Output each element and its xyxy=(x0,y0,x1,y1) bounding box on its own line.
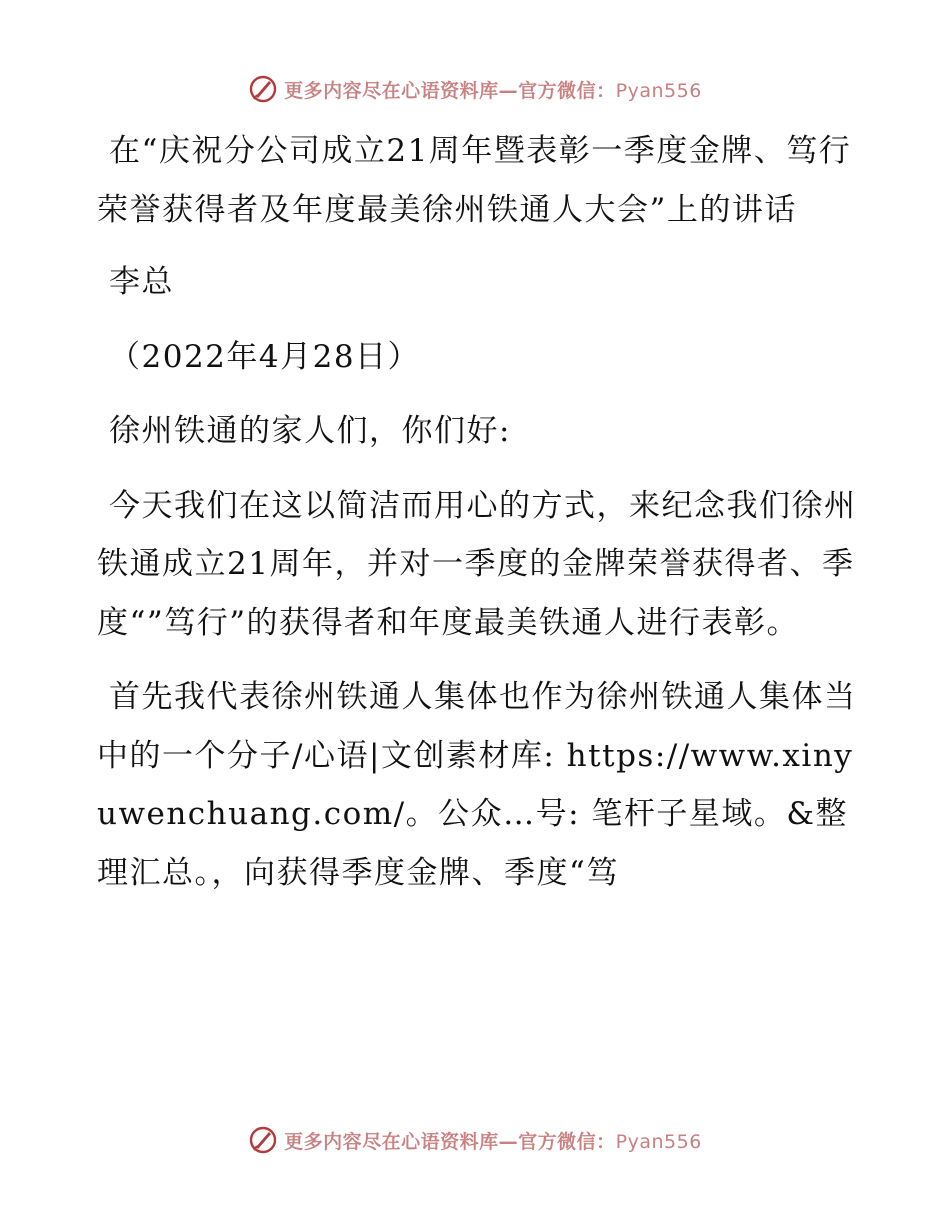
footer-banner-text: 更多内容尽在心语资料库—官方微信：Pyan556 xyxy=(284,1130,702,1153)
header-watermark-banner xyxy=(0,74,950,104)
quill-logo-icon xyxy=(248,1125,278,1155)
footer-watermark-banner xyxy=(0,1125,950,1155)
paragraph-2: 首先我代表徐州铁通人集体也作为徐州铁通人集体当中的一个分子/心语|文创素材库: https://www.xinyuwenchuang.com/。公众…号: 笔杆子星域。&整理汇总。，向获得季度金牌、季度“笃 xyxy=(97,679,857,891)
header-banner-text: 更多内容尽在心语资料库—官方微信：Pyan556 xyxy=(284,79,702,102)
greeting: 徐州铁通的家人们，你们好: xyxy=(109,413,511,449)
speaker-name: 李总 xyxy=(109,264,174,300)
speech-date: （2022年4月28日） xyxy=(109,338,421,375)
paragraph-1: 今天我们在这以简洁而用心的方式，来纪念我们徐州铁通成立21周年，并对一季度的金牌荣誉获得者、季度“”笃行”的获得者和年度最美铁通人进行表彰。 xyxy=(97,487,857,641)
document-body xyxy=(97,122,857,918)
header-wechat-id: Pyan556 xyxy=(615,79,702,102)
speech-title: 在“庆祝分公司成立21周年暨表彰一季度金牌、笃行荣誉获得者及年度最美徐州铁通人大会”上的讲话 xyxy=(97,133,852,228)
footer-wechat-id: Pyan556 xyxy=(615,1130,702,1153)
quill-logo-icon xyxy=(248,74,278,104)
